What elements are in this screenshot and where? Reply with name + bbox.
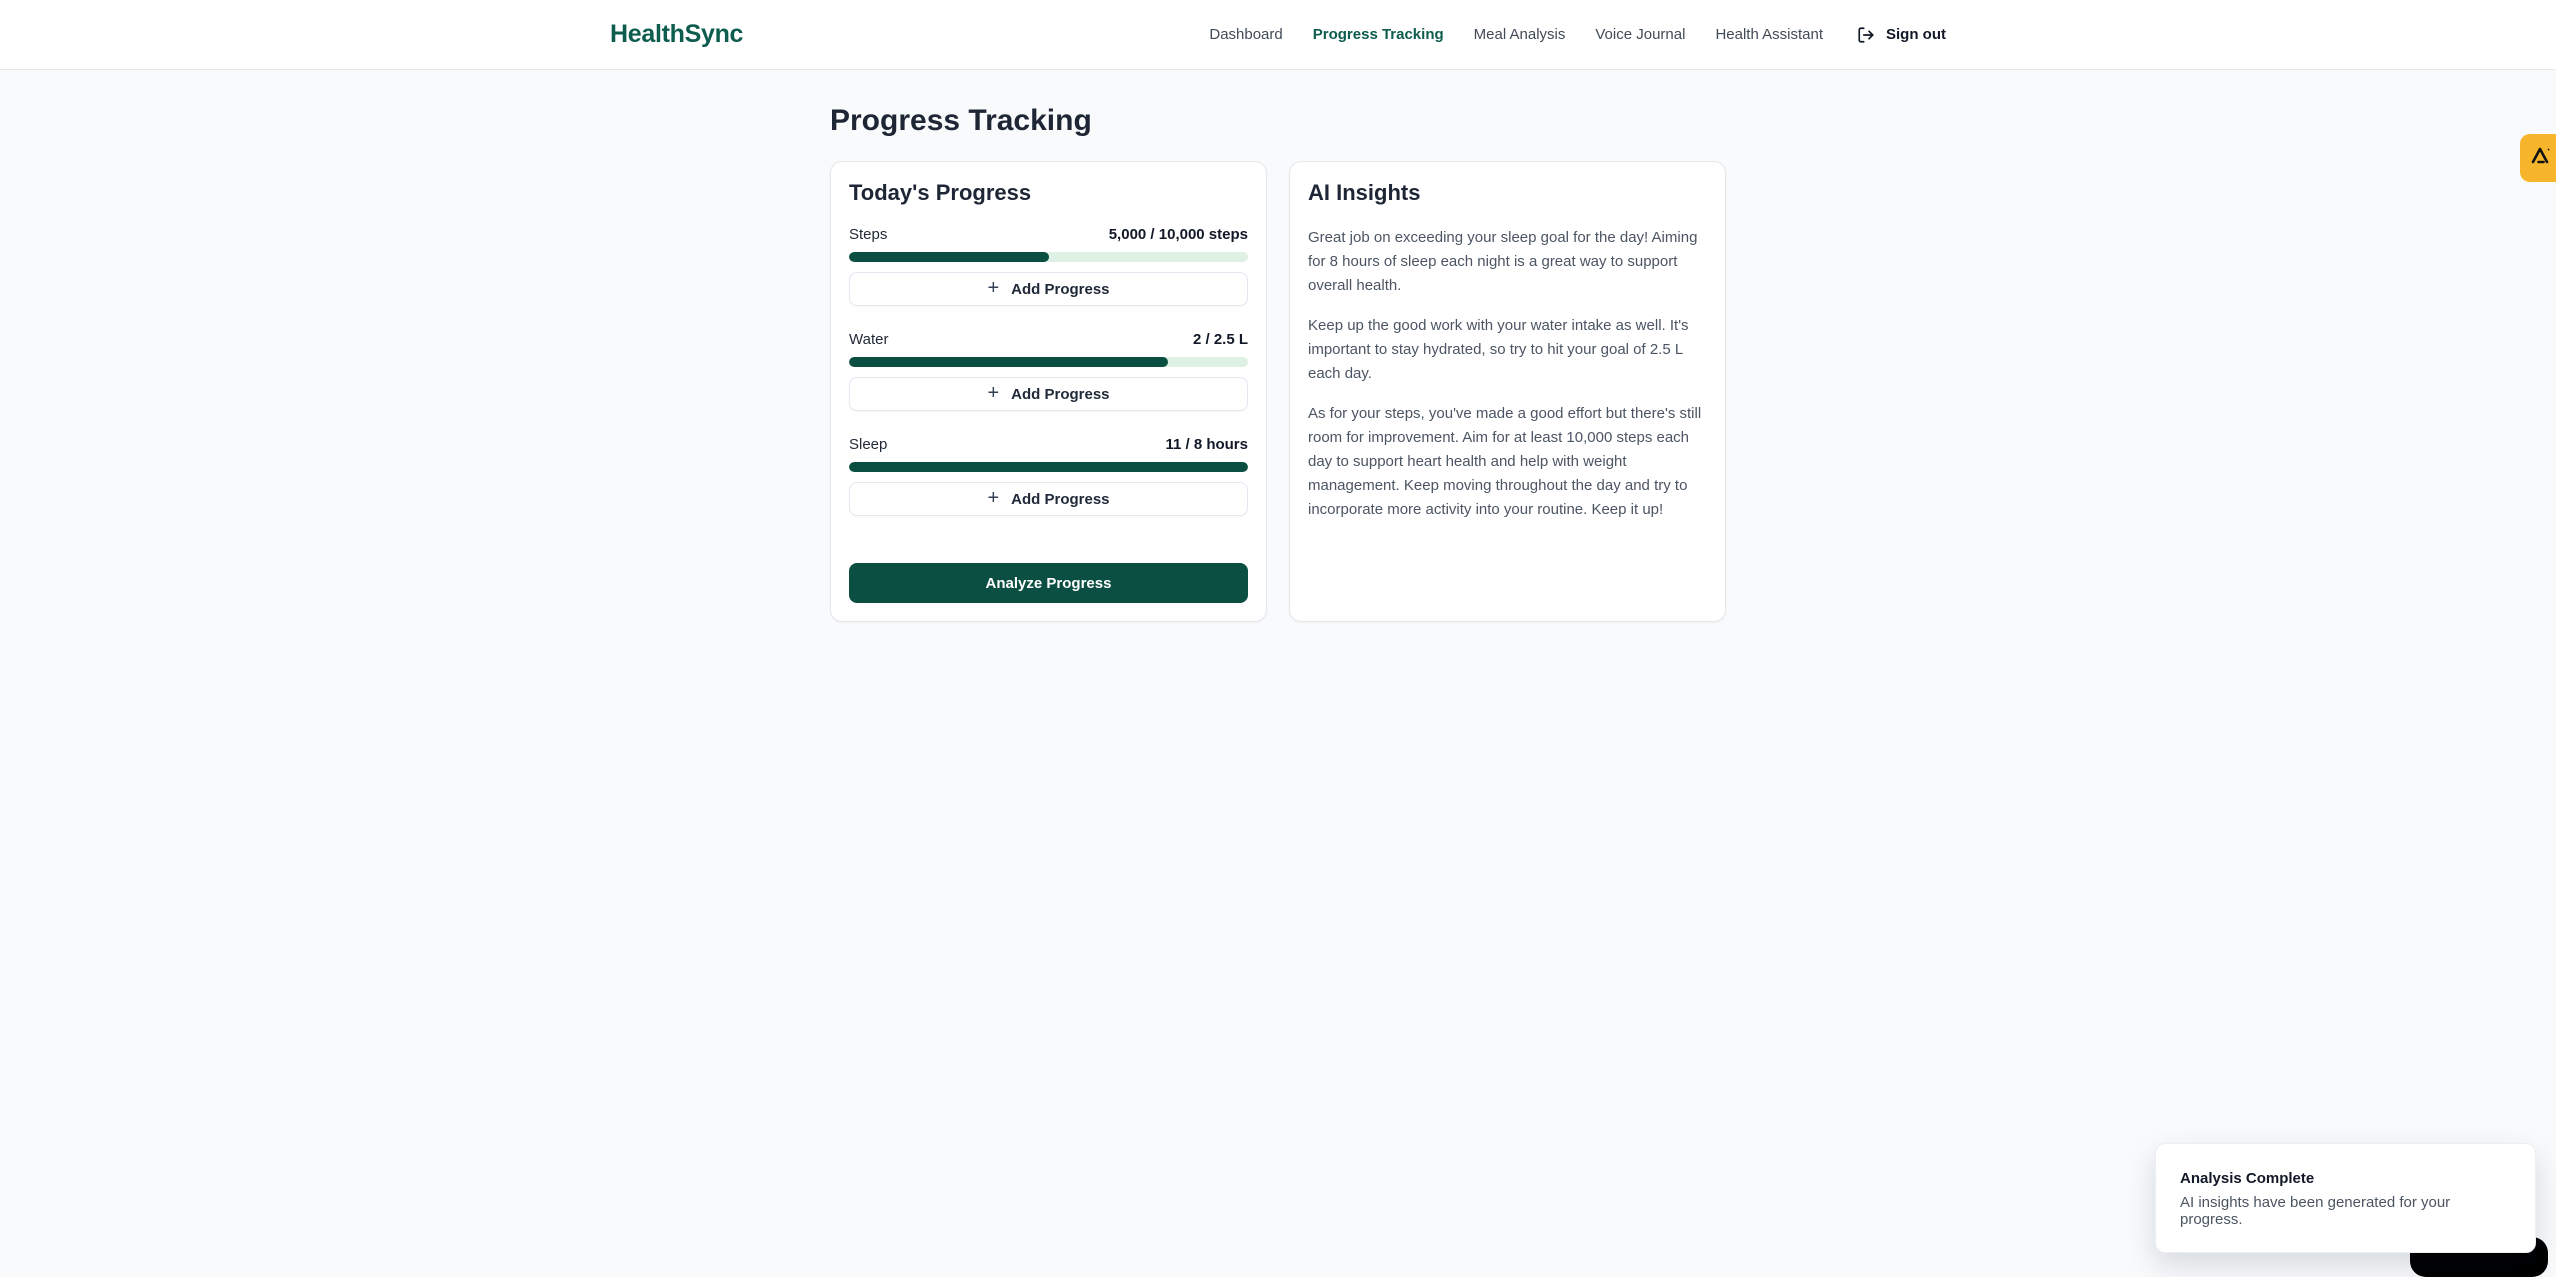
water-progress-bar bbox=[849, 357, 1248, 367]
sleep-add-progress-label: Add Progress bbox=[1011, 490, 1110, 508]
logout-icon bbox=[1857, 26, 1875, 44]
sleep-add-progress-button[interactable] bbox=[849, 482, 1248, 516]
nav-item-voice-journal[interactable]: Voice Journal bbox=[1595, 26, 1686, 43]
plus-icon: + bbox=[987, 277, 1000, 299]
steps-add-progress-button[interactable] bbox=[849, 272, 1248, 306]
analysis-toast[interactable] bbox=[2155, 1143, 2536, 1253]
cards-row bbox=[830, 161, 1726, 622]
ai-insight-paragraph: As for your steps, you've made a good effort but there's still room for improvement. Aim for at least 10,000 steps each day to support heart health and help with weight management. Keep moving throughout the day and try to incorporate more activity into your routine. Keep it up! bbox=[1308, 405, 1702, 518]
brand-badge-icon bbox=[2528, 144, 2552, 173]
ai-insight-paragraph: Great job on exceeding your sleep goal for the day! Aiming for 8 hours of sleep each night is a great way to support overall health. bbox=[1308, 229, 1698, 294]
water-add-progress-label: Add Progress bbox=[1011, 385, 1110, 403]
plus-icon: + bbox=[987, 487, 1000, 509]
top-nav-bar bbox=[0, 0, 2556, 70]
toast-message: AI insights have been generated for your progress. bbox=[2180, 1194, 2451, 1228]
main-nav bbox=[1209, 26, 1823, 43]
sleep-progress-bar bbox=[849, 462, 1248, 472]
metric-sleep-header bbox=[849, 436, 1248, 453]
todays-progress-title: Today's Progress bbox=[849, 180, 1032, 205]
toast-title: Analysis Complete bbox=[2180, 1170, 2315, 1187]
feedback-tab-button[interactable] bbox=[2520, 134, 2556, 182]
metric-steps bbox=[849, 226, 1248, 306]
metric-sleep-label: Sleep bbox=[849, 436, 888, 453]
ai-insights-title: AI Insights bbox=[1308, 180, 1421, 205]
water-progress-fill bbox=[849, 357, 1168, 367]
page-title: Progress Tracking bbox=[830, 104, 1092, 137]
metric-water-label: Water bbox=[849, 331, 889, 348]
metric-sleep-value: 11 / 8 hours bbox=[1165, 436, 1248, 453]
header-container bbox=[610, 0, 1946, 69]
sleep-progress-fill bbox=[849, 462, 1248, 472]
plus-icon: + bbox=[987, 382, 1000, 404]
ai-insights-card bbox=[1289, 161, 1726, 622]
header-right-group bbox=[1209, 26, 1946, 44]
app-logo[interactable]: HealthSync bbox=[610, 20, 744, 48]
main-content bbox=[830, 0, 1726, 622]
steps-progress-fill bbox=[849, 252, 1049, 262]
metric-water-header bbox=[849, 331, 1248, 348]
water-add-progress-button[interactable] bbox=[849, 377, 1248, 411]
sign-out-label: Sign out bbox=[1886, 26, 1946, 43]
nav-item-meal-analysis[interactable]: Meal Analysis bbox=[1473, 26, 1566, 43]
metric-water-value: 2 / 2.5 L bbox=[1192, 331, 1248, 348]
metric-water bbox=[849, 331, 1248, 411]
metric-steps-header bbox=[849, 226, 1248, 243]
nav-item-health-assistant[interactable]: Health Assistant bbox=[1715, 26, 1823, 43]
ai-insight-paragraph: Keep up the good work with your water intake as well. It's important to stay hydrated, so try to hit your goal of 2.5 L each day. bbox=[1308, 317, 1689, 382]
todays-progress-card bbox=[830, 161, 1267, 622]
metric-steps-label: Steps bbox=[849, 226, 888, 243]
analyze-progress-button[interactable]: Analyze Progress bbox=[849, 563, 1248, 603]
nav-item-progress-tracking[interactable]: Progress Tracking bbox=[1312, 26, 1444, 43]
steps-progress-bar bbox=[849, 252, 1248, 262]
metric-steps-value: 5,000 / 10,000 steps bbox=[1108, 226, 1248, 243]
metric-sleep bbox=[849, 436, 1248, 516]
nav-item-dashboard[interactable]: Dashboard bbox=[1209, 26, 1283, 43]
sign-out-button[interactable] bbox=[1857, 26, 1946, 44]
steps-add-progress-label: Add Progress bbox=[1011, 280, 1110, 298]
